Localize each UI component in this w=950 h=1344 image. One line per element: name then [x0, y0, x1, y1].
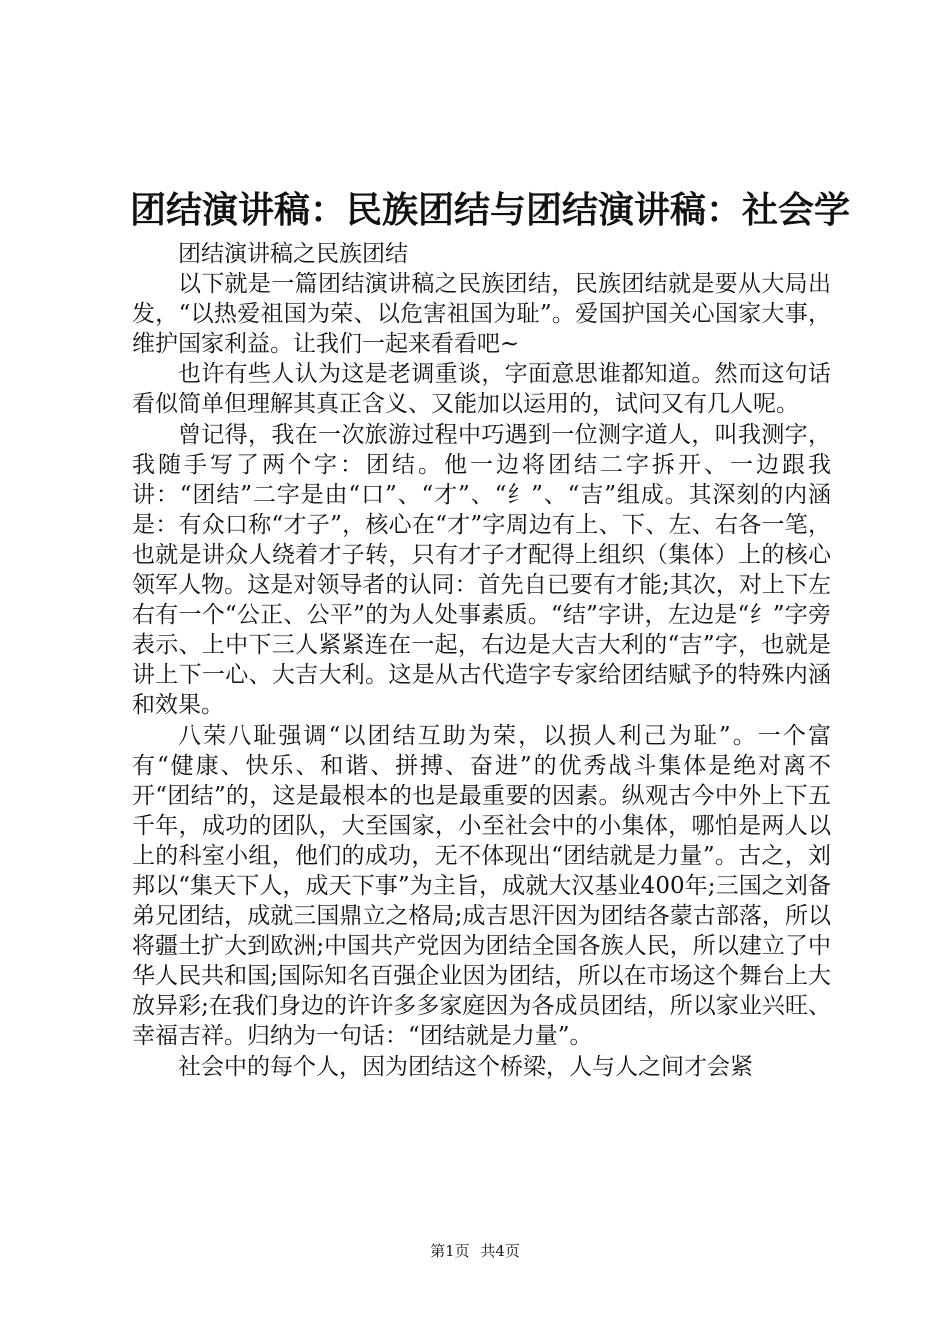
- document-body: [132, 239, 831, 1082]
- paragraph: 八荣八耻强调“以团结互助为荣，以损人利己为耻”。一个富有“健康、快乐、和谐、拼搏、奋进”的优秀战斗集体是绝对离不开“团结”的，这是最根本的也是最重要的因素。纵观古今中外上下五千年，成功的团队，大至国家，小至社会中的小集体，哪怕是两人以上的科室小组，他们的成功，无不体现出“团结就是力量”。古之，刘邦以“集天下人，成天下事”为主旨，成就大汉基业400年;三国之刘备弟兄团结，成就三国鼎立之格局;成吉思汗因为团结各蒙古部落，所以将疆土扩大到欧洲;中国共产党因为团结全国各族人民，所以建立了中华人民共和国;国际知名百强企业因为团结，所以在市场这个舞台上大放异彩;在我们身边的许许多多家庭因为各成员团结，所以家业兴旺、幸福吉祥。归纳为一句话：“团结就是力量”。: [132, 722, 831, 1050]
- paragraph: 以下就是一篇团结演讲稿之民族团结，民族团结就是要从大局出发，“以热爱祖国为荣、以危害祖国为耻”。爱国护国关心国家大事，维护国家利益。让我们一起来看看吧~: [132, 271, 831, 358]
- paragraph: 社会中的每个人，因为团结这个桥梁，人与人之间才会紧: [178, 1053, 753, 1080]
- page-footer: [0, 1240, 950, 1262]
- document-title: 团结演讲稿：民族团结与团结演讲稿：社会学: [130, 189, 851, 231]
- paragraph: 也许有些人认为这是老调重谈，字面意思谁都知道。然而这句话看似简单但理解其真正含义、又能加以运用的，试问又有几人呢。: [132, 361, 831, 418]
- page-number: 第1页: [430, 1242, 470, 1260]
- paragraph-subtitle: 团结演讲稿之民族团结: [178, 241, 408, 267]
- page-total: 共4页: [480, 1242, 520, 1260]
- paragraph: 曾记得，我在一次旅游过程中巧遇到一位测字道人，叫我测字，我随手写了两个字：团结。他一边将团结二字拆开、一边跟我讲：“团结”二字是由“口”、“才”、“纟”、“吉”组成。其深刻的内涵是：有众口称“才子”，核心在“才”字周边有上、下、左、右各一笔，也就是讲众人绕着才子转，只有才子才配得上组织（集体）上的核心领军人物。这是对领导者的认同：首先自已要有才能;其次，对上下左右有一个“公正、公平”的为人处事素质。“结”字讲，左边是“纟”字旁表示、上中下三人紧紧连在一起，右边是大吉大利的“吉”字，也就是讲上下一心、大吉大利。这是从古代造字专家给团结赋予的特殊内涵和效果。: [132, 421, 831, 719]
